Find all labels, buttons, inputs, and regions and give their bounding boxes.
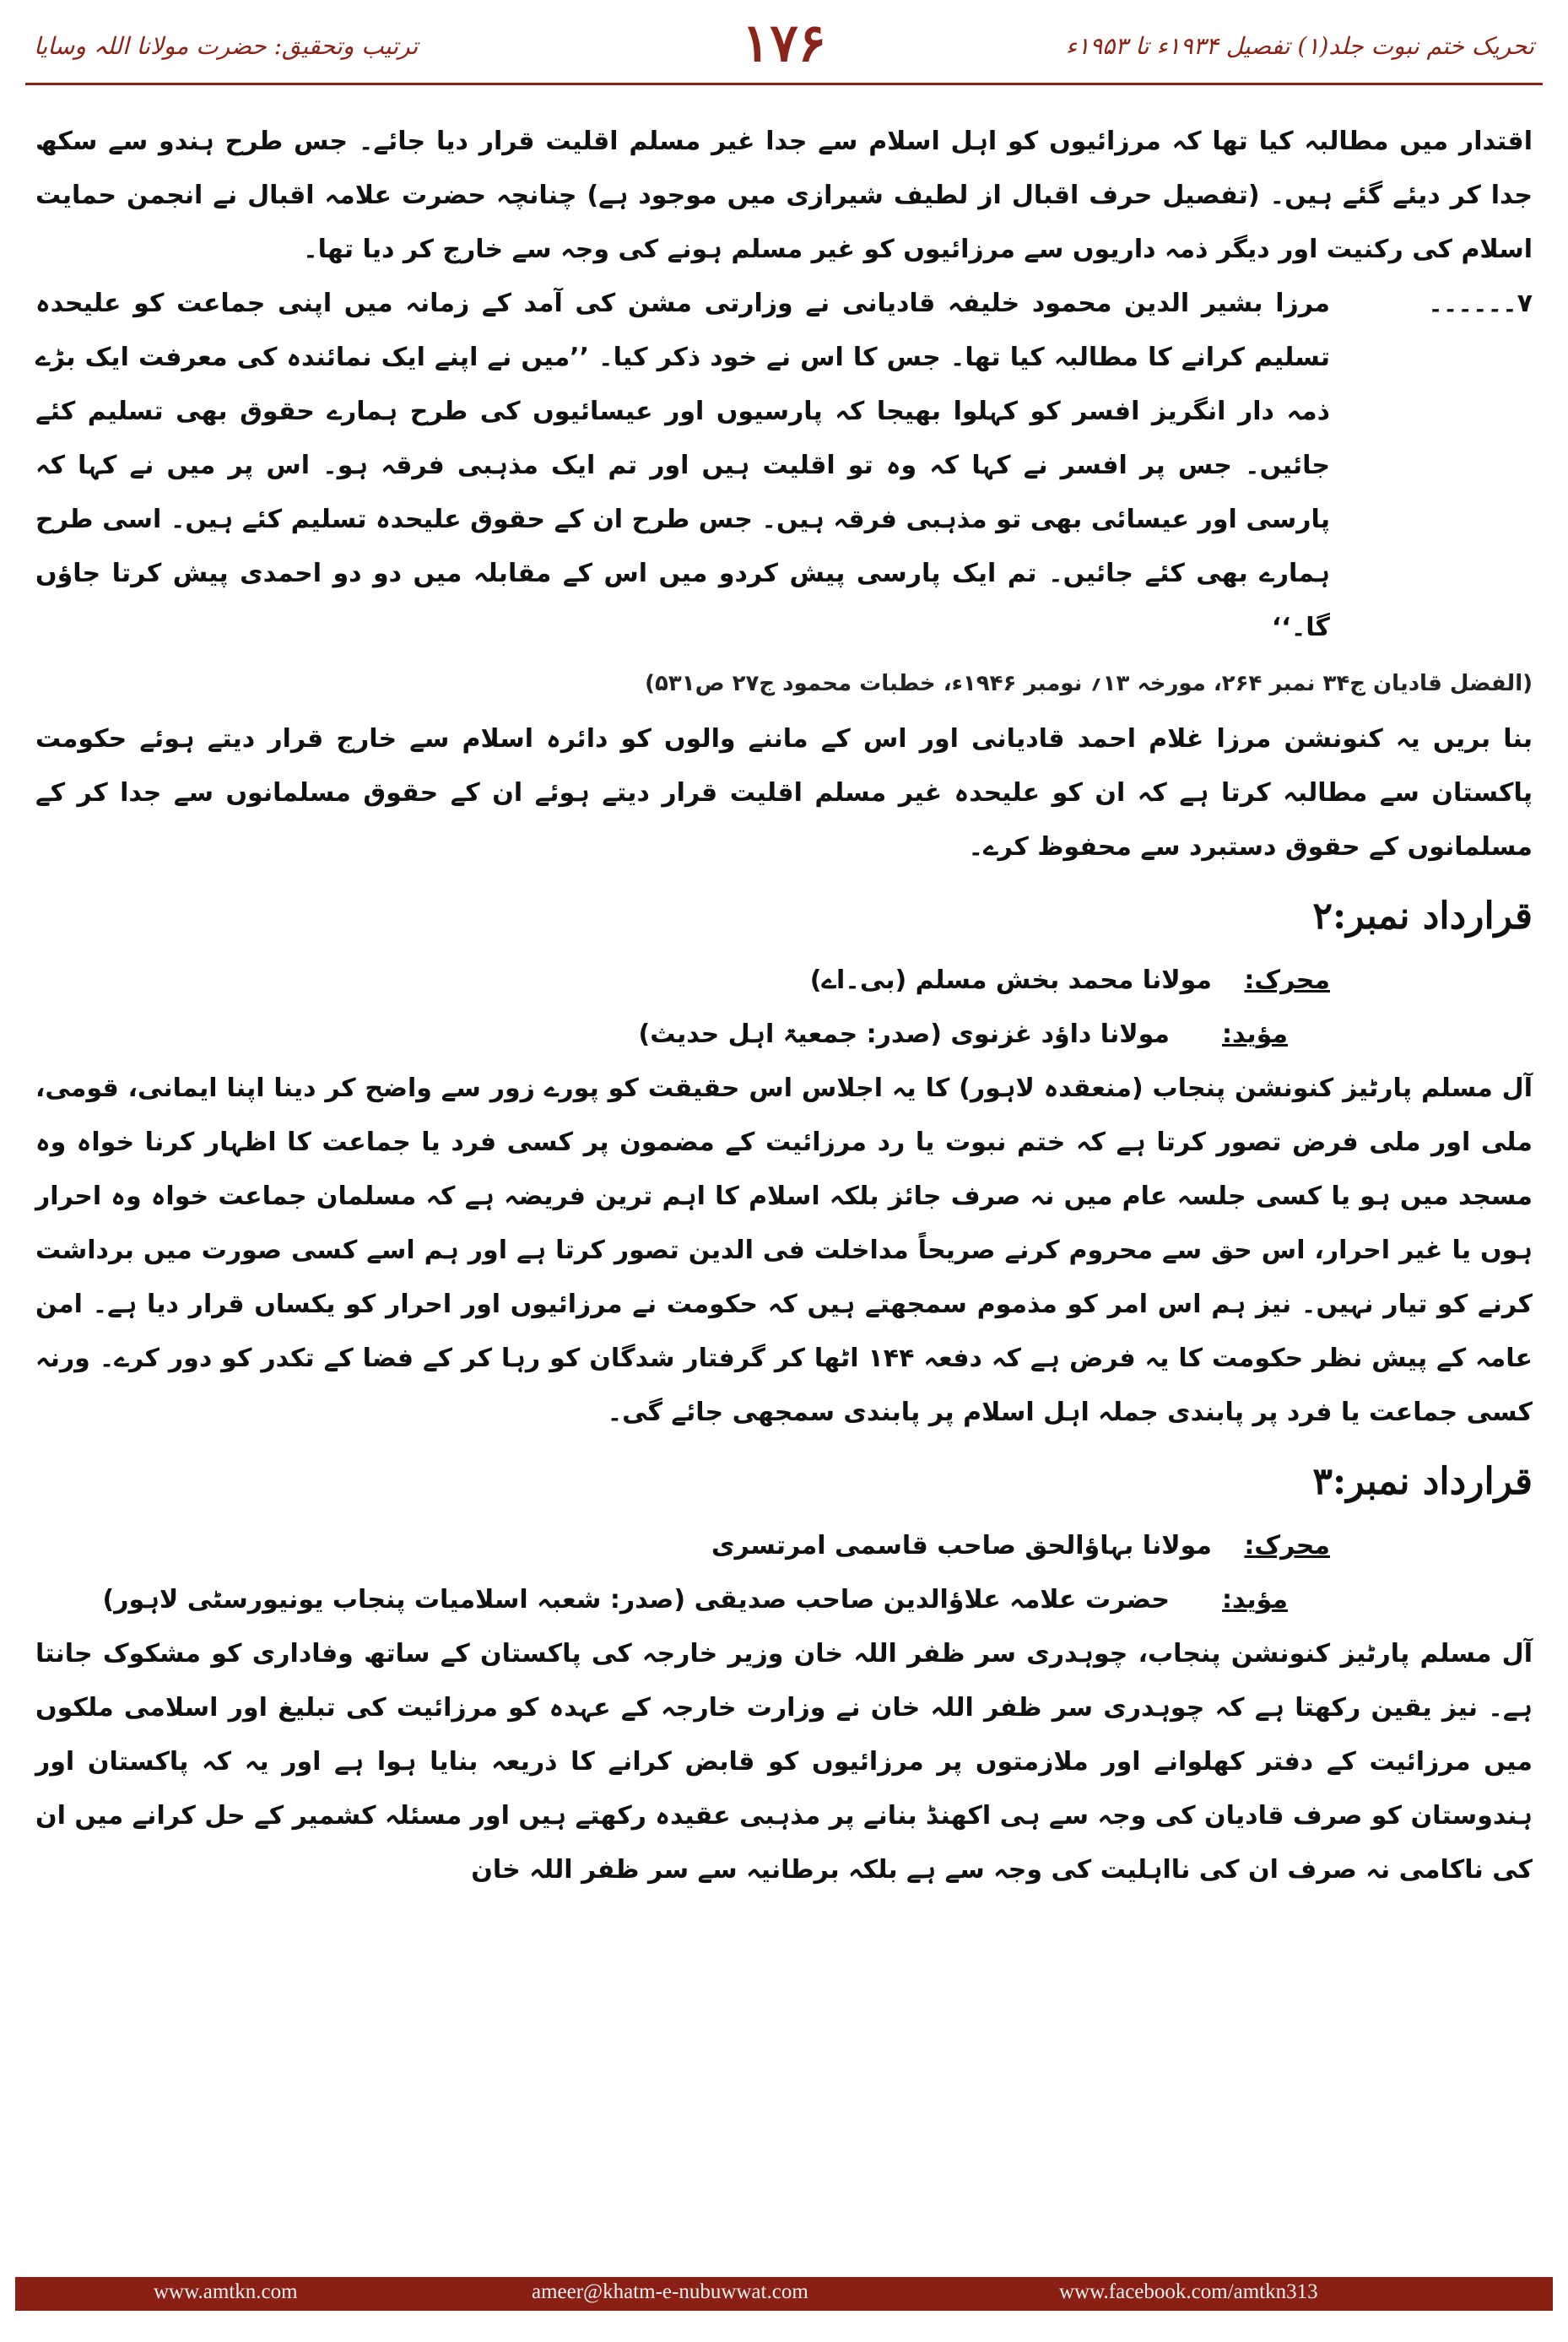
website-link[interactable]: www.amtkn.com [154, 2280, 298, 2303]
facebook-link[interactable]: www.facebook.com/amtkn313 [1059, 2280, 1318, 2303]
mover-name: مولانا محمد بخش مسلم (بی۔اے) [809, 965, 1212, 995]
resolution-2-heading: قرارداد نمبر:۲ [1312, 895, 1533, 938]
seconder-label: مؤید: [1222, 1020, 1288, 1049]
resolution-2-mover [35, 954, 1533, 1008]
seconder-name: حضرت علامہ علاؤالدین صاحب صدیقی (صدر: شعبہ اسلامیات پنجاب یونیورسٹی لاہور) [102, 1585, 1170, 1615]
resolution-3-mover [35, 1519, 1533, 1573]
page-footer [0, 2277, 1568, 2342]
mover-label: محرک: [1244, 1531, 1330, 1560]
intro-paragraph: اقتدار میں مطالبہ کیا تھا کہ مرزائیوں کو اہل اسلام سے جدا غیر مسلم اقلیت قرار دیا جائے۔ جس طرح ہندو سے سکھ جدا کر دیئے گئے ہیں۔ (تفصیل حرف اقبال از لطیف شیرازی میں موجود ہے) چنانچہ حضرت علامہ اقبال نے انجمن حمایت اسلام کی رکنیت اور دیگر ذمہ داریوں سے مرزائیوں کو غیر مسلم ہونے کی وجہ سے خارج کر دیا تھا۔ [35, 127, 1533, 264]
seconder-label: مؤید: [1222, 1585, 1288, 1615]
resolution-3-text: آل مسلم پارٹیز کنونشن پنجاب، چوہدری سر ظفر اللہ خان وزیر خارجہ کی پاکستان کے ساتھ وفاداری کو مشکوک جانتا ہے۔ نیز یقین رکھتا ہے کہ چوہدری سر ظفر اللہ خان نے وزارت خارجہ کے عہدہ کو مرزائیت کی تبلیغ اور اسلامی ملکوں میں مرزائیت کے دفتر کھلوانے اور ملازمتوں پر مرزائیوں کو قابض کرانے کا ذریعہ بنایا ہوا ہے اور یہ کہ پاکستان اور ہندوستان کو صرف قادیان کی وجہ سے ہی اکھنڈ بنانے پر مذہبی عقیدہ رکھتے ہیں اور مسئلہ کشمیر کے حل کرانے میں ان کی ناکامی نہ صرف ان کی نااہلیت کی وجہ سے ہے بلکہ برطانیہ سے سر ظفر اللہ خان [35, 1639, 1533, 1885]
resolution-2-text: آل مسلم پارٹیز کنونشن پنجاب (منعقدہ لاہور) کا یہ اجلاس اس حقیقت کو پورے زور سے واضح کر دینا اپنا ایمانی، قومی، ملی اور ملی فرض تصور کرتا ہے کہ ختم نبوت یا رد مرزائیت کے مضمون پر کسی فرد یا جماعت کا اظہار کرنا خواہ وہ مسجد میں ہو یا کسی جلسہ عام میں نہ صرف جائز بلکہ اسلام کا اہم ترین فریضہ ہے کہ مسلمان جماعت خواہ وہ احرار ہوں یا غیر احرار، اس حق سے محروم کرنے صریحاً مداخلت فی الدین تصور کرتا ہے اور ہم اسے کسی صورت میں برداشت کرنے کو تیار نہیں۔ نیز ہم اس امر کو مذموم سمجھتے ہیں کہ حکومت نے مرزائیوں اور احرار کو یکساں قرار دیا ہے۔ امن عامہ کے پیش نظر حکومت کا یہ فرض ہے کہ دفعہ ۱۴۴ اٹھا کر گرفتار شدگان کو رہا کر کے فضا کے تکدر کو دور کرے۔ ورنہ کسی جماعت یا فرد پر پابندی جملہ اہل اسلام پر پابندی سمجھی جائے گی۔ [35, 1074, 1533, 1427]
seconder-name: مولانا داؤد غزنوی (صدر: جمعیۃ اہل حدیث) [638, 1020, 1170, 1049]
reference-citation: (الفضل قادیان ج۳۴ نمبر ۲۶۴، مورخہ ۱۳؍ نومبر ۱۹۴۶ء، خطبات محمود ج۲۷ ص۵۳۱) [645, 671, 1533, 696]
header-rule [25, 83, 1543, 85]
resolution-3-seconder [35, 1573, 1533, 1627]
conclusion-paragraph: بنا بریں یہ کنونشن مرزا غلام احمد قادیانی اور اس کے ماننے والوں کو دائرہ اسلام سے خارج قرار دیتے ہوئے حکومت پاکستان سے مطالبہ کرتا ہے کہ ان کو علیحدہ غیر مسلم اقلیت قرار دیتے ہوئے ان کے حقوق مسلمانوں سے جدا کر کے مسلمانوں کے حقوق دستبرد سے محفوظ کرے۔ [35, 724, 1533, 862]
numbered-item-7 [35, 277, 1533, 655]
compiler-credit: ترتیب وتحقیق: حضرت مولانا اللہ وسایا [34, 32, 419, 60]
page-number: ۱۷۶ [742, 12, 826, 73]
resolution-3-heading: قرارداد نمبر:۳ [1312, 1460, 1533, 1503]
mover-label: محرک: [1244, 965, 1330, 995]
book-title: تحریک ختم نبوت جلد(۱) تفصیل ۱۹۳۴ء تا ۱۹۵۳ء [1066, 32, 1534, 60]
mover-name: مولانا بہاؤالحق صاحب قاسمی امرتسری [711, 1531, 1212, 1560]
page-body [35, 115, 1533, 1897]
resolution-2-seconder [35, 1008, 1533, 1062]
item-number: ۷۔۔۔۔۔۔ [1428, 289, 1533, 318]
item-text: مرزا بشیر الدین محمود خلیفہ قادیانی نے وزارتی مشن کی آمد کے زمانہ میں اپنی جماعت کو علیحدہ تسلیم کرانے کا مطالبہ کیا تھا۔ جس کا اس نے خود ذکر کیا۔ ’’میں نے اپنے ایک نمائندہ کی معرفت ایک بڑے ذمہ دار انگریز افسر کو کہلوا بھیجا کہ پارسیوں اور عیسائیوں کی طرح ہمارے حقوق بھی تسلیم کئے جائیں۔ جس پر افسر نے کہا کہ وہ تو اقلیت ہیں اور تم ایک مذہبی فرقہ ہو۔ اس پر میں نے کہا کہ پارسی اور عیسائی بھی تو مذہبی فرقہ ہیں۔ جس طرح ان کے حقوق علیحدہ تسلیم کئے ہیں۔ اسی طرح ہمارے بھی کئے جائیں۔ تم ایک پارسی پیش کردو میں اس کے مقابلہ میں دو دو احمدی پیش کرتا جاؤں گا۔‘‘ [35, 289, 1330, 642]
email-link[interactable]: ameer@khatm-e-nubuwwat.com [532, 2280, 808, 2303]
page-header [0, 0, 1568, 91]
